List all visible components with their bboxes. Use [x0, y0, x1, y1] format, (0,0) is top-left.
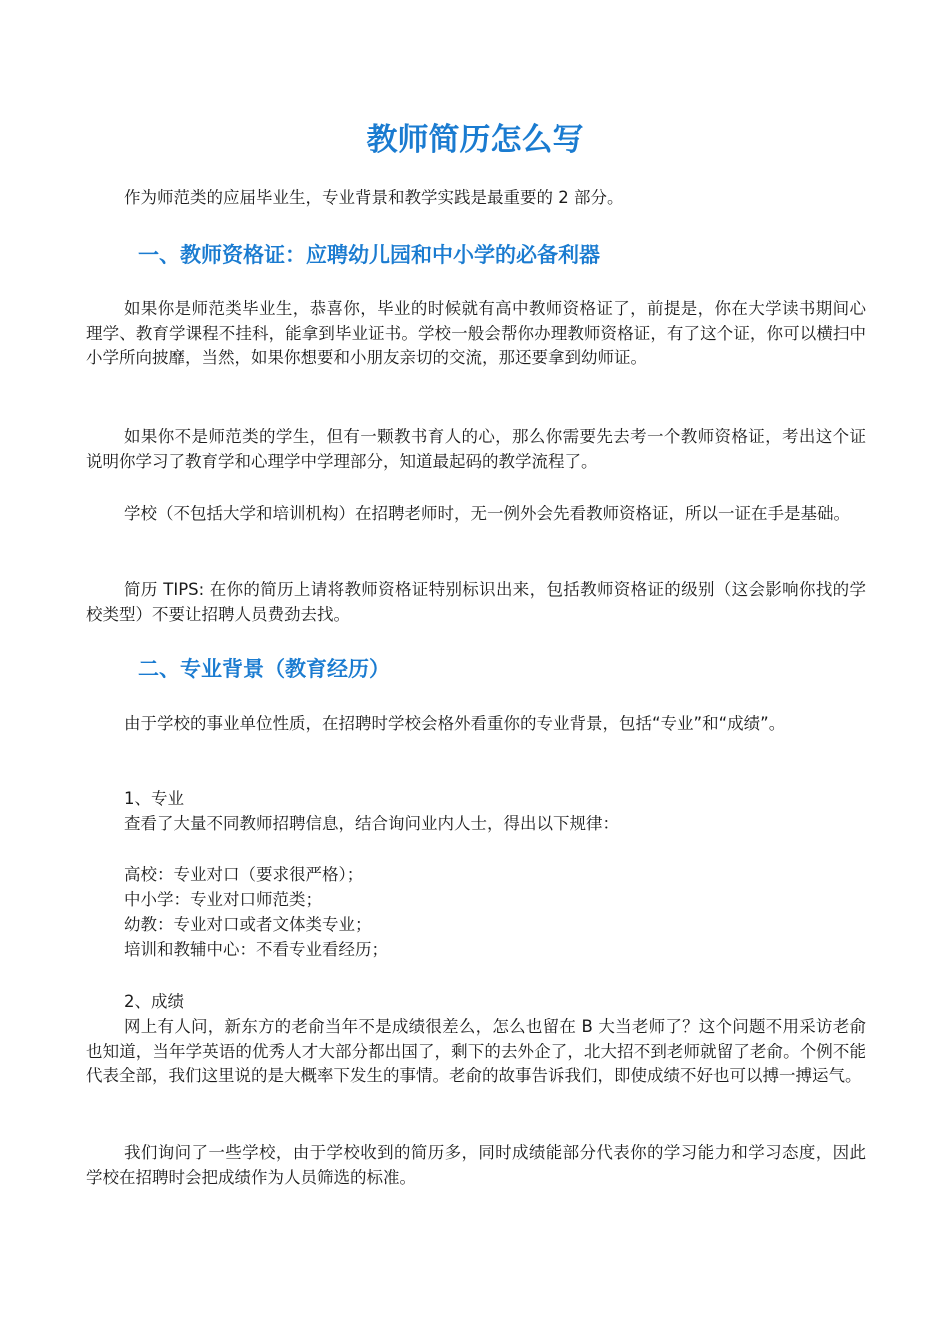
sub2-title: 2、成绩 — [124, 992, 184, 1011]
section1-paragraph-3: 学校（不包括大学和培训机构）在招聘老师时，无一例外会先看教师资格证，所以一证在手是基础。 — [124, 504, 850, 523]
section2-story-paragraph: 网上有人问，新东方的老俞当年不是成绩很差么，怎么也留在 B 大当老师了？这个问题不用采访老俞也知道，当年学英语的优秀人才大部分都出国了，剩下的去外企了，北大招不到老师就留了老俞。个例不能代表全部，我们这里说的是大概率下发生的事情。老俞的故事告诉我们，即使成绩不好也可以搏一搏运气。 — [86, 1017, 866, 1085]
section2-paragraph-1: 由于学校的事业单位性质，在招聘时学校会格外看重你的专业背景，包括“专业”和“成绩”。 — [124, 714, 786, 733]
section2-last-paragraph: 我们询问了一些学校，由于学校收到的简历多，同时成绩能部分代表你的学习能力和学习态度，因此学校在招聘时会把成绩作为人员筛选的标准。 — [86, 1143, 866, 1187]
rule-item: 幼教：专业对口或者文体类专业； — [124, 915, 372, 934]
page-title: 教师简历怎么写 — [366, 122, 584, 158]
rule-item: 高校：专业对口（要求很严格）； — [124, 865, 364, 884]
section1-tips-paragraph: 简历 TIPS: 在你的简历上请将教师资格证特别标识出来，包括教师资格证的级别（这会影响你找的学校类型）不要让招聘人员费劲去找。 — [86, 580, 866, 624]
section1-paragraph-1: 如果你是师范类毕业生，恭喜你，毕业的时候就有高中教师资格证了，前提是，你在大学读书期间心理学、教育学课程不挂科，能拿到毕业证书。学校一般会帮你办理教师资格证，有了这个证，你可以横扫中小学所向披靡，当然，如果你想要和小朋友亲切的交流，那还要拿到幼师证。 — [86, 299, 866, 367]
rule-item: 中小学：专业对口师范类； — [124, 890, 322, 909]
sub1-title: 1、专业 — [124, 789, 184, 808]
sub1-text: 查看了大量不同教师招聘信息，结合询问业内人士，得出以下规律： — [124, 814, 619, 833]
section1-paragraph-2: 如果你不是师范类的学生，但有一颗教书育人的心，那么你需要先去考一个教师资格证，考出这个证说明你学习了教育学和心理学中学理部分，知道最起码的教学流程了。 — [86, 427, 866, 471]
rule-item: 培训和教辅中心：不看专业看经历； — [124, 940, 388, 959]
section1-heading: 一、教师资格证：应聘幼儿园和中小学的必备利器 — [138, 243, 600, 267]
section2-heading: 二、专业背景（教育经历） — [138, 657, 390, 681]
intro-paragraph: 作为师范类的应届毕业生，专业背景和教学实践是最重要的 2 部分。 — [124, 188, 624, 207]
